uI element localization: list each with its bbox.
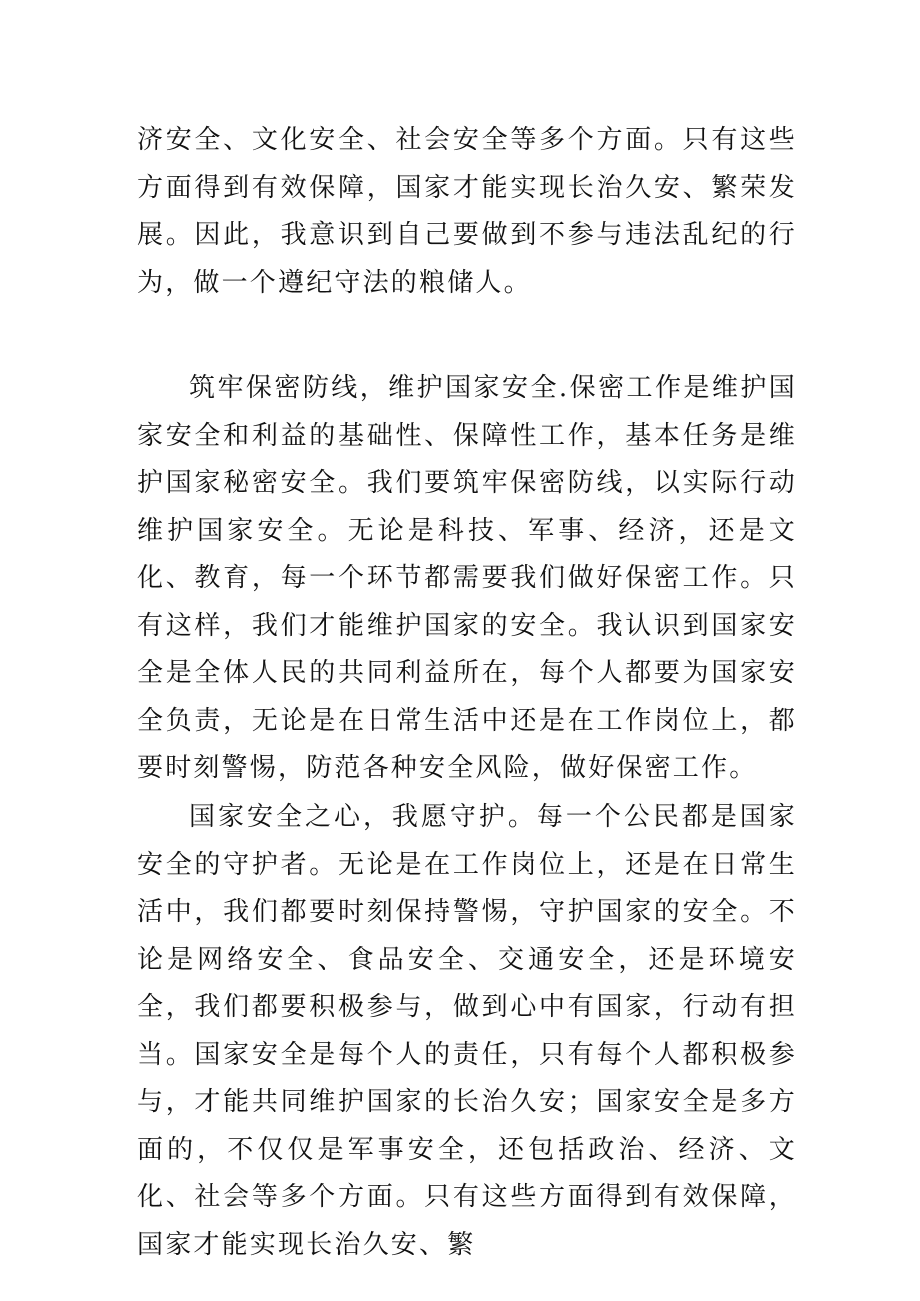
paragraph-1: 济安全、文化安全、社会安全等多个方面。只有这些方面得到有效保障，国家才能实现长治久安、繁荣发展。因此，我意识到自己要做到不参与违法乱纪的行为，做一个遵纪守法的粮储人。 [137, 125, 797, 298]
paragraph-2: 筑牢保密防线，维护国家安全.保密工作是维护国家安全和利益的基础性、保障性工作，基本任务是维护国家秘密安全。我们要筑牢保密防线，以实际行动维护国家安全。无论是科技、军事、经济，还是文化、教育，每一个环节都需要我们做好保密工作。只有这样，我们才能维护国家的安全。我认识到国家安全是全体人民的共同利益所在，每个人都要为国家安全负责，无论是在日常生活中还是在工作岗位上，都要时刻警惕，防范各种安全风险，做好保密工作。 [137, 373, 797, 783]
paragraph-3: 国家安全之心，我愿守护。每一个公民都是国家安全的守护者。无论是在工作岗位上，还是在日常生活中，我们都要时刻保持警惕，守护国家的安全。不论是网络安全、食品安全、交通安全，还是环境安全，我们都要积极参与，做到心中有国家，行动有担当。国家安全是每个人的责任，只有每个人都积极参与，才能共同维护国家的长治久安；国家安全是多方面的，不仅仅是军事安全，还包括政治、经济、文化、社会等多个方面。只有这些方面得到有效保障，国家才能实现长治久安、繁 [137, 802, 797, 1260]
